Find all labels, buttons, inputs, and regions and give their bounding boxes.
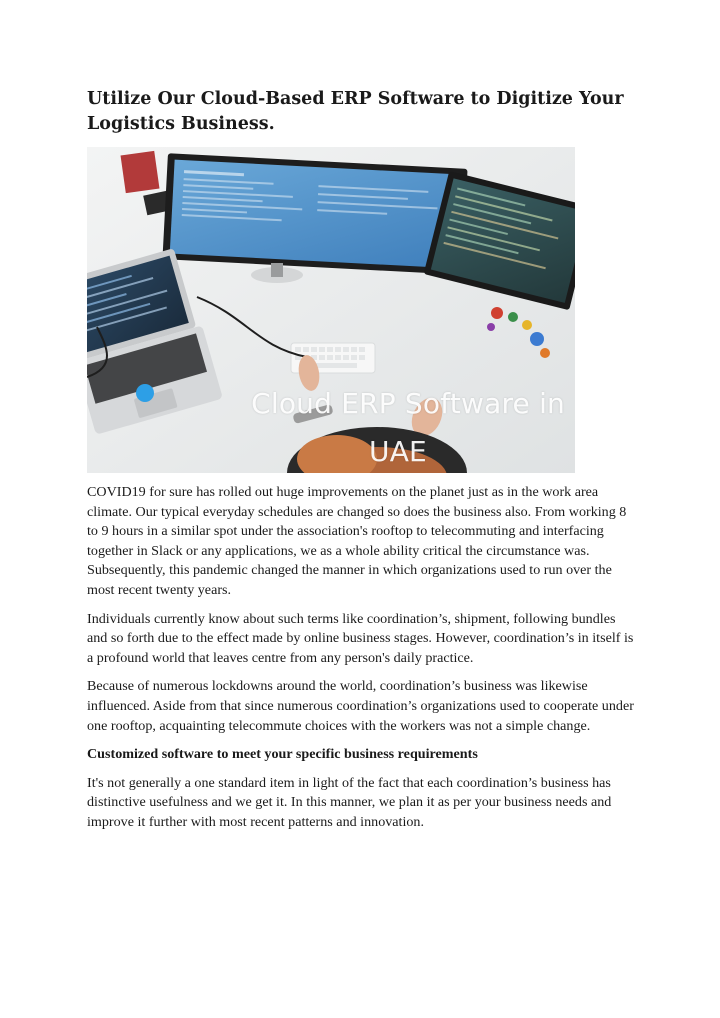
paragraph-individuals: Individuals currently know about such terms like coordination’s, shipment, following bundles and so forth due to the effect made by online business stages. However, coordination’s in itself is a profound world that leaves centre from any person's daily practice. [87,610,634,666]
hero-overlay-line2: UAE [369,435,427,468]
article-body [87,483,635,842]
workspace-photo [87,147,575,473]
paragraph-covid: COVID19 for sure has rolled out huge improvements on the planet just as in the work area climate. Our typical everyday schedules are changed so does the business also. From working 8 to 9 hours in a similar spot under the association's rooftop to telecommuting and interfacing together in Slack or any applications, we as a whole ability critical the circumstance was. Subsequently, this pandemic changed the manner in which organizations used to run over the most recent twenty years. [87,484,627,598]
section-subheading: Customized software to meet your specific business requirements [87,746,478,763]
paragraph-closing: It's not generally a one standard item in light of the fact that each coordination’s business has distinctive usefulness and we get it. In this manner, we plan it as per your business needs and improve it further with most recent patterns and innovation. [87,774,612,830]
hero-image [87,147,575,473]
paragraph-lockdowns: Because of numerous lockdowns around the world, coordination’s business was likewise influenced. Aside from that since numerous coordination’s organizations used to cooperate under one rooftop, acquainting telecommute choices with the workers was not a simple change. [87,678,634,734]
page-title: Utilize Our Cloud-Based ERP Software to Digitize Your Logistics Business. [87,89,624,134]
hero-overlay-line1: Cloud ERP Software in [251,387,565,420]
